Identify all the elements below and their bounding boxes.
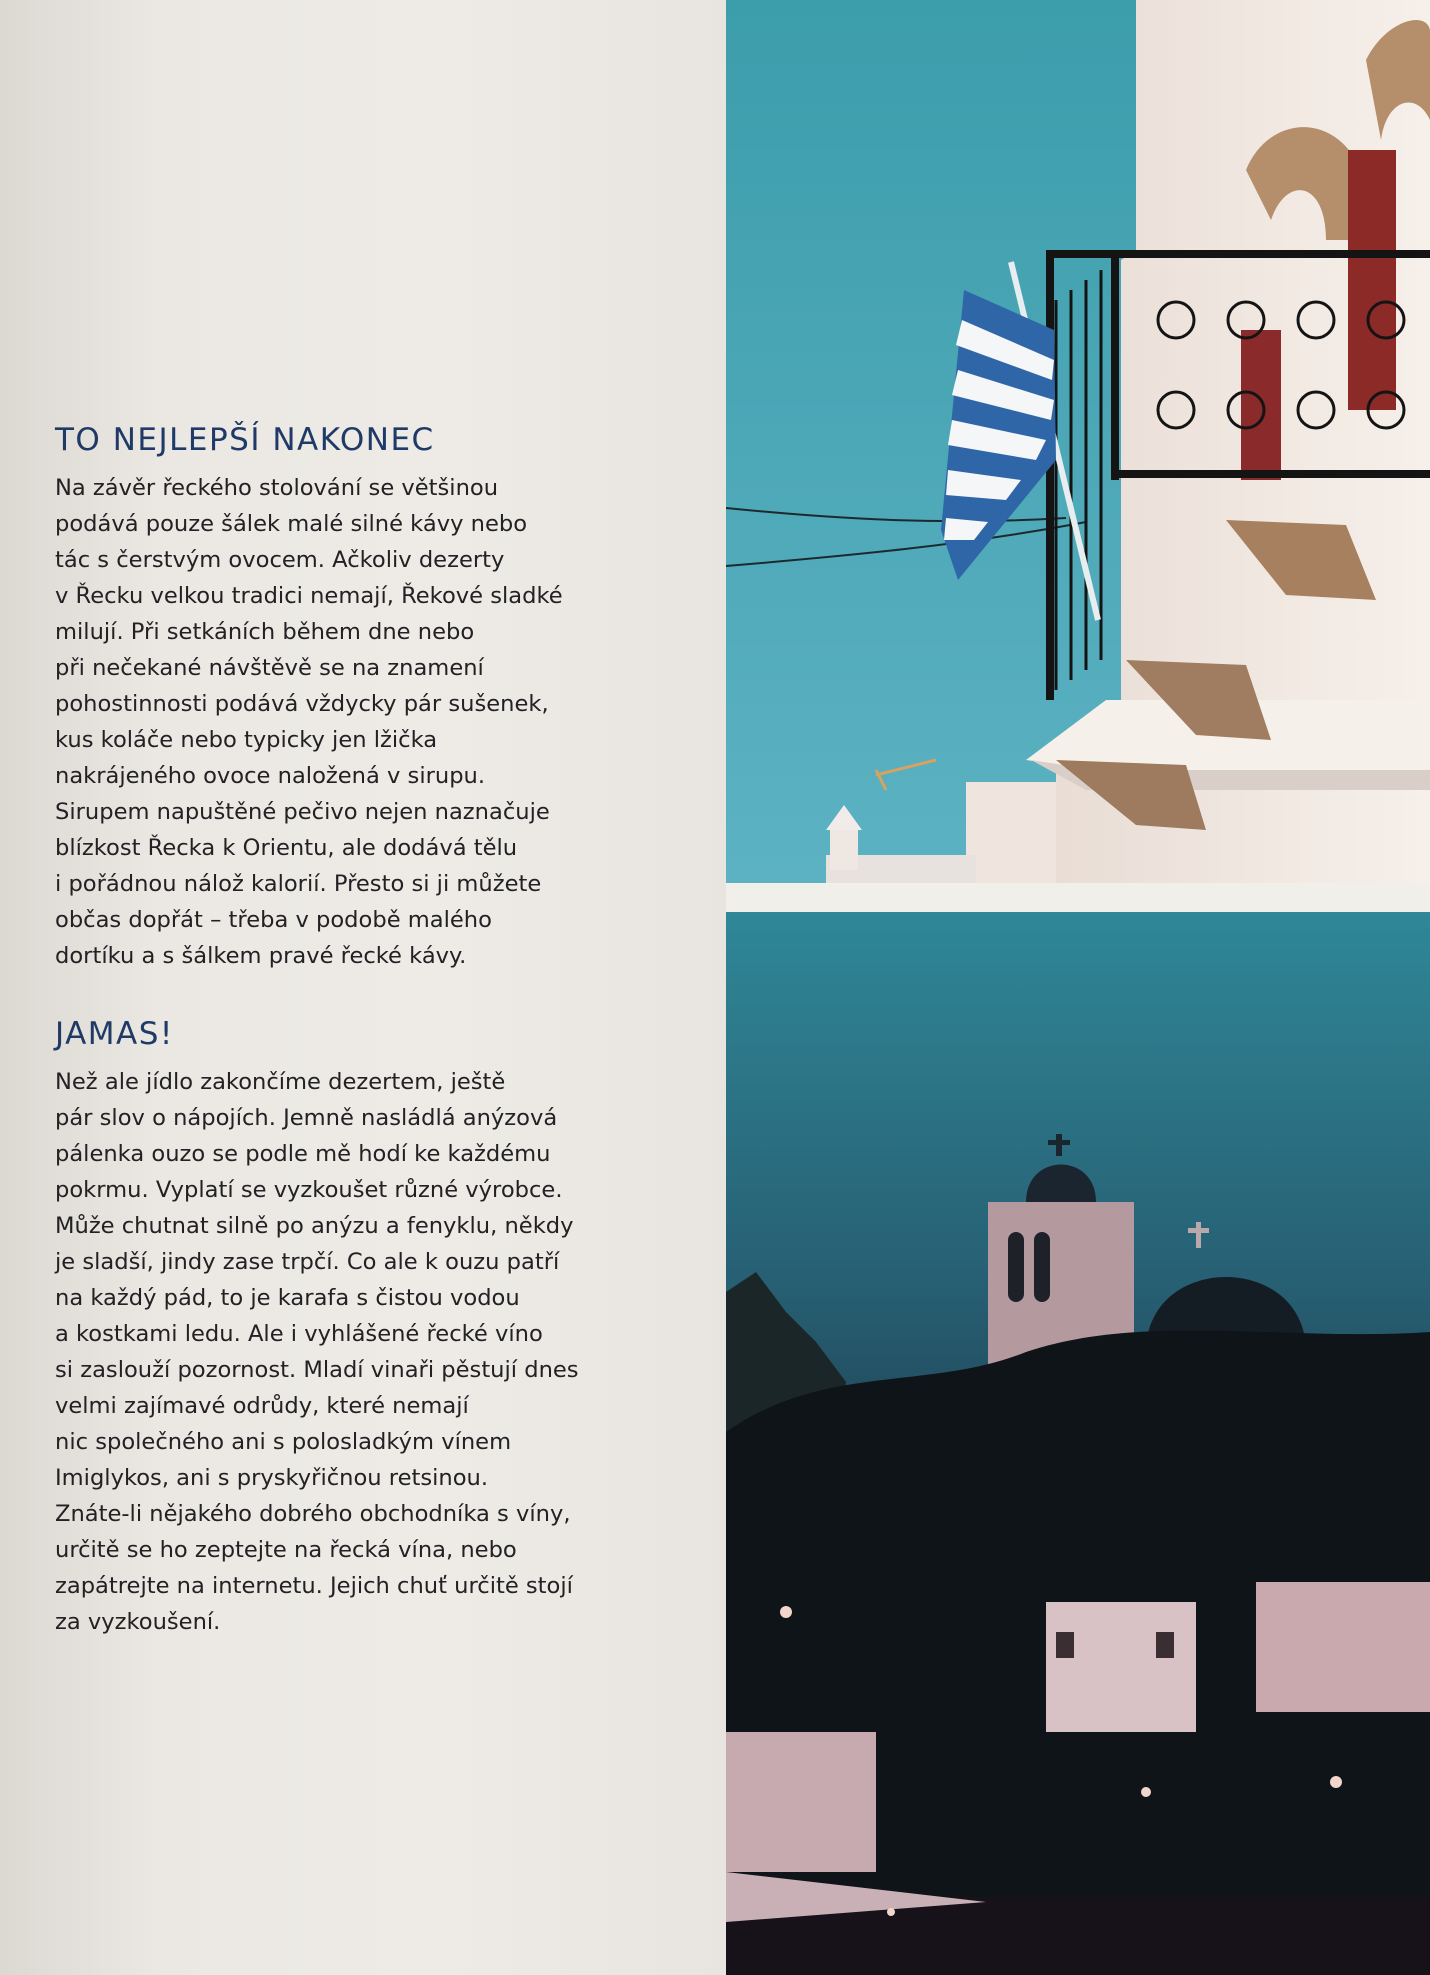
text-line: na každý pád, to je karafa s čistou vodou	[55, 1285, 520, 1311]
text-line: podává pouze šálek malé silné kávy nebo	[55, 511, 528, 537]
text-line: Na závěr řeckého stolování se většinou	[55, 475, 499, 501]
text-line: za vyzkoušení.	[55, 1609, 221, 1635]
text-line: si zaslouží pozornost. Mladí vinaři pěstují dnes	[55, 1357, 579, 1383]
section-heading-dessert: TO NEJLEPŠÍ NAKONEC	[55, 422, 435, 458]
section-heading-drinks: JAMAS!	[55, 1016, 174, 1052]
section-paragraph-dessert	[55, 470, 675, 974]
section-paragraph-drinks	[55, 1064, 675, 1640]
photo-balcony-illustration	[726, 0, 1430, 883]
text-line: tác s čerstvým ovocem. Ačkoliv dezerty	[55, 547, 505, 573]
text-line: Může chutnat silně po anýzu a fenyklu, někdy	[55, 1213, 574, 1239]
text-line: občas dopřát – třeba v podobě malého	[55, 907, 492, 933]
text-line: pokrmu. Vyplatí se vyzkoušet různé výrobce.	[55, 1177, 563, 1203]
text-line: pár slov o nápojích. Jemně nasládlá anýzová	[55, 1105, 558, 1131]
text-line: v Řecku velkou tradici nemají, Řekové sladké	[55, 583, 563, 609]
text-line: při nečekané návštěvě se na znamení	[55, 655, 484, 681]
photo-church-illustration	[726, 912, 1430, 1975]
article-text-column	[55, 420, 675, 1640]
text-line: blízkost Řecka k Orientu, ale dodává tělu	[55, 835, 518, 861]
text-line: je sladší, jindy zase trpčí. Co ale k ouzu patří	[55, 1249, 560, 1275]
text-line: i pořádnou nálož kalorií. Přesto si ji můžete	[55, 871, 542, 897]
text-line: zapátrejte na internetu. Jejich chuť určitě stojí	[55, 1573, 573, 1599]
text-line: určitě se ho zeptejte na řecká vína, nebo	[55, 1537, 517, 1563]
text-line: nic společného ani s polosladkým vínem	[55, 1429, 512, 1455]
text-line: kus koláče nebo typicky jen lžička	[55, 727, 438, 753]
text-line: velmi zajímavé odrůdy, které nemají	[55, 1393, 469, 1419]
text-line: milují. Při setkáních během dne nebo	[55, 619, 475, 645]
text-line: Znáte-li nějakého dobrého obchodníka s víny,	[55, 1501, 571, 1527]
text-line: Sirupem napuštěné pečivo nejen naznačuje	[55, 799, 550, 825]
text-line: Imiglykos, ani s pryskyřičnou retsinou.	[55, 1465, 489, 1491]
text-line: Než ale jídlo zakončíme dezertem, ještě	[55, 1069, 506, 1095]
text-line: pálenka ouzo se podle mě hodí ke každému	[55, 1141, 551, 1167]
text-line: dortíku a s šálkem pravé řecké kávy.	[55, 943, 467, 969]
text-line: nakrájeného ovoce naložená v sirupu.	[55, 763, 486, 789]
photo-balcony-greek-flag	[726, 0, 1430, 883]
photo-church-dusk	[726, 912, 1430, 1975]
text-line: a kostkami ledu. Ale i vyhlášené řecké víno	[55, 1321, 543, 1347]
text-line: pohostinnosti podává vždycky pár sušenek,	[55, 691, 549, 717]
